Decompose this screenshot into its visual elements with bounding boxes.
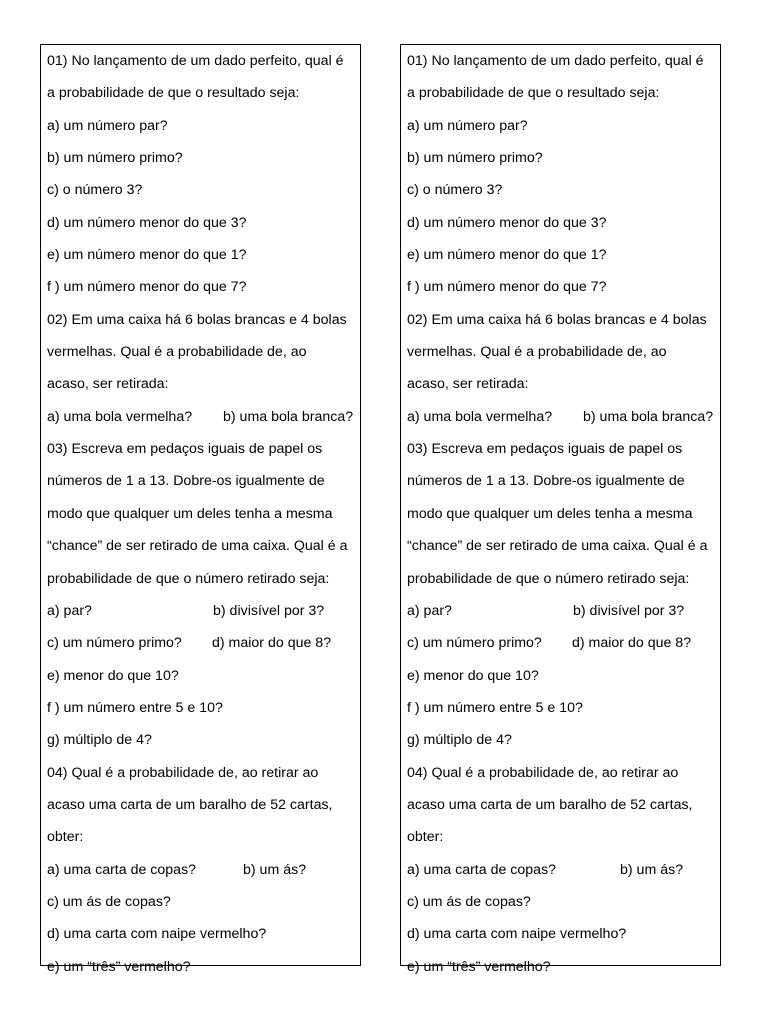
- question-line: “chance” de ser retirado de uma caixa. Qual é a: [407, 538, 708, 555]
- question-line: 03) Escreva em pedaços iguais de papel os: [47, 441, 323, 458]
- question-line: 02) Em uma caixa há 6 bolas brancas e 4 bolas: [47, 311, 347, 328]
- card-lines: [47, 45, 360, 983]
- question-line: g) múltiplo de 4?: [407, 732, 512, 749]
- question-line: [407, 627, 720, 659]
- question-line: probabilidade de que o número retirado seja:: [407, 570, 690, 587]
- question-line: d) um número menor do que 3?: [47, 214, 247, 231]
- question-line: f ) um número entre 5 e 10?: [407, 699, 583, 716]
- question-line: [407, 854, 720, 886]
- question-line: e) um “três” vermelho?: [407, 958, 551, 975]
- card-lines: [407, 45, 720, 983]
- question-item: b) uma bola branca?: [583, 408, 714, 425]
- question-item: d) maior do que 8?: [212, 635, 332, 652]
- question-line: e) menor do que 10?: [47, 667, 179, 684]
- question-line: a probabilidade de que o resultado seja:: [47, 85, 300, 102]
- question-item: b) divisível por 3?: [213, 602, 325, 619]
- question-item: c) um número primo?: [47, 635, 182, 652]
- question-line: [407, 401, 720, 433]
- question-item: a) uma bola vermelha?: [47, 408, 193, 425]
- question-line: obter:: [407, 829, 444, 846]
- question-line: e) um número menor do que 1?: [407, 247, 607, 264]
- question-line: “chance” de ser retirado de uma caixa. Qual é a: [47, 538, 348, 555]
- question-line: c) o número 3?: [47, 182, 143, 199]
- question-line: [47, 627, 360, 659]
- question-line: 01) No lançamento de um dado perfeito, qual é: [47, 53, 344, 69]
- question-line: e) menor do que 10?: [407, 667, 539, 684]
- question-item: a) uma carta de copas?: [47, 861, 197, 878]
- question-line: a probabilidade de que o resultado seja:: [407, 85, 660, 102]
- question-line: vermelhas. Qual é a probabilidade de, ao: [407, 344, 667, 361]
- question-line: [47, 595, 360, 627]
- question-line: c) o número 3?: [407, 182, 503, 199]
- question-line: 04) Qual é a probabilidade de, ao retirar ao: [407, 764, 679, 781]
- question-line: b) um número primo?: [47, 150, 183, 167]
- question-item: b) divisível por 3?: [573, 602, 685, 619]
- question-line: f ) um número menor do que 7?: [47, 279, 247, 296]
- question-line: modo que qualquer um deles tenha a mesma: [407, 505, 693, 522]
- question-item: a) uma carta de copas?: [407, 861, 557, 878]
- question-line: d) uma carta com naipe vermelho?: [407, 926, 627, 943]
- question-line: acaso uma carta de um baralho de 52 cartas,: [407, 796, 693, 813]
- question-item: b) um ás?: [243, 861, 307, 878]
- question-item: d) maior do que 8?: [572, 635, 692, 652]
- question-line: números de 1 a 13. Dobre-os igualmente de: [47, 473, 325, 490]
- question-line: f ) um número menor do que 7?: [407, 279, 607, 296]
- question-line: e) um “três” vermelho?: [47, 958, 191, 975]
- question-line: [47, 854, 360, 886]
- question-line: acaso, ser retirada:: [47, 376, 169, 393]
- question-line: 01) No lançamento de um dado perfeito, qual é: [407, 53, 704, 69]
- question-line: a) um número par?: [407, 117, 528, 134]
- question-line: 04) Qual é a probabilidade de, ao retirar ao: [47, 764, 319, 781]
- question-item: c) um número primo?: [407, 635, 542, 652]
- question-line: c) um ás de copas?: [47, 893, 171, 910]
- question-line: b) um número primo?: [407, 150, 543, 167]
- worksheet-card-right: [400, 44, 721, 975]
- question-line: [407, 595, 720, 627]
- question-line: acaso uma carta de um baralho de 52 cartas,: [47, 796, 333, 813]
- question-line: e) um número menor do que 1?: [47, 247, 247, 264]
- question-line: modo que qualquer um deles tenha a mesma: [47, 505, 333, 522]
- question-line: obter:: [47, 829, 84, 846]
- question-line: probabilidade de que o número retirado seja:: [47, 570, 330, 587]
- question-line: a) um número par?: [47, 117, 168, 134]
- question-item: b) uma bola branca?: [223, 408, 354, 425]
- question-line: c) um ás de copas?: [407, 893, 531, 910]
- question-line: 02) Em uma caixa há 6 bolas brancas e 4 bolas: [407, 311, 707, 328]
- question-line: 03) Escreva em pedaços iguais de papel os: [407, 441, 683, 458]
- question-item: a) par?: [47, 602, 92, 619]
- question-line: números de 1 a 13. Dobre-os igualmente de: [407, 473, 685, 490]
- question-line: acaso, ser retirada:: [407, 376, 529, 393]
- question-line: f ) um número entre 5 e 10?: [47, 699, 223, 716]
- question-item: b) um ás?: [620, 861, 684, 878]
- question-line: d) uma carta com naipe vermelho?: [47, 926, 267, 943]
- worksheet-card-left: [40, 44, 361, 975]
- question-line: g) múltiplo de 4?: [47, 732, 152, 749]
- question-item: a) par?: [407, 602, 452, 619]
- question-line: [47, 401, 360, 433]
- question-item: a) uma bola vermelha?: [407, 408, 553, 425]
- question-line: d) um número menor do que 3?: [407, 214, 607, 231]
- question-line: vermelhas. Qual é a probabilidade de, ao: [47, 344, 307, 361]
